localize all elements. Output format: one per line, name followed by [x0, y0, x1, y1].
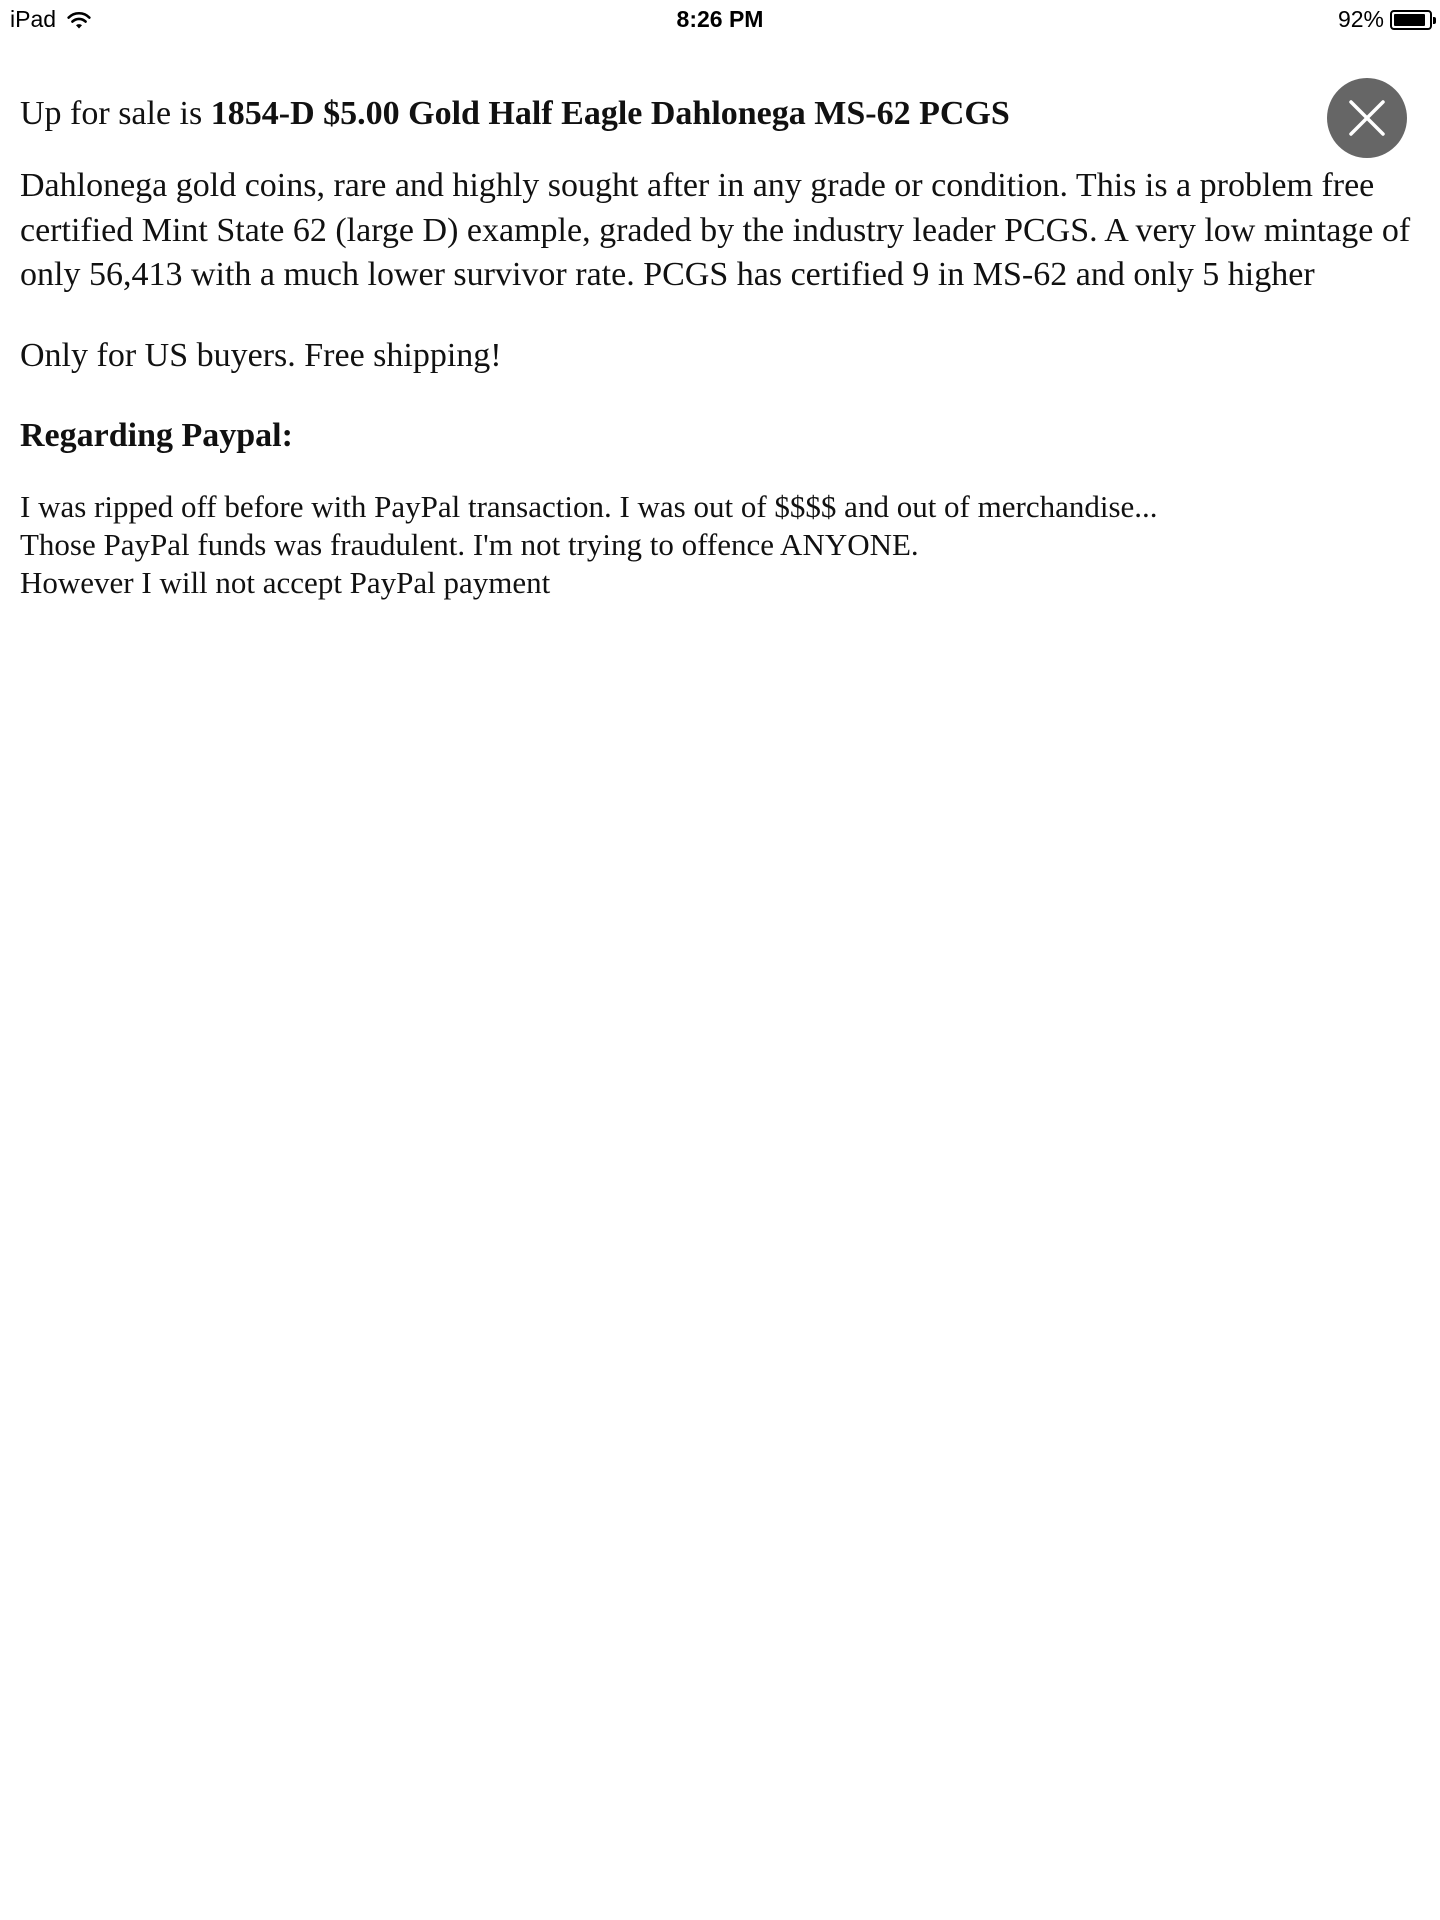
- close-icon: [1347, 98, 1387, 138]
- status-right: [1338, 6, 1432, 33]
- status-bar: [0, 0, 1440, 40]
- paypal-note-line: However I will not accept PayPal payment: [20, 564, 551, 600]
- battery-percentage: 92%: [1337, 6, 1384, 32]
- battery-icon: [1390, 10, 1432, 30]
- battery-fill: [1394, 14, 1425, 26]
- item-description: Dahlonega gold coins, rare and highly sought after in any grade or condition. This is a problem free certified Mint State 62 (large D) example, graded by the industry leader PCGS. A very low mintage of only 56,413 with a much lower survivor rate. PCGS has certified 9 in MS-62 and only 5 higher: [20, 167, 1411, 293]
- title-prefix: Up for sale is: [20, 95, 211, 132]
- paypal-note-line: Those PayPal funds was fraudulent. I'm not trying to offence ANYONE.: [20, 526, 919, 562]
- close-button[interactable]: [1327, 78, 1407, 158]
- paypal-notes: [20, 488, 1420, 602]
- status-time: 8:26 PM: [676, 6, 764, 32]
- listing-title: [20, 92, 1300, 136]
- device-name: iPad: [10, 6, 57, 32]
- title-item-name: 1854-D $5.00 Gold Half Eagle Dahlonega MS-62 PCGS: [210, 95, 1010, 132]
- paypal-note-line: I was ripped off before with PayPal transaction. I was out of $$$$ and out of merchandise...: [20, 488, 1158, 524]
- shipping-note: Only for US buyers. Free shipping!: [20, 336, 502, 374]
- listing-description: [20, 92, 1420, 602]
- paypal-heading: Regarding Paypal:: [20, 416, 293, 454]
